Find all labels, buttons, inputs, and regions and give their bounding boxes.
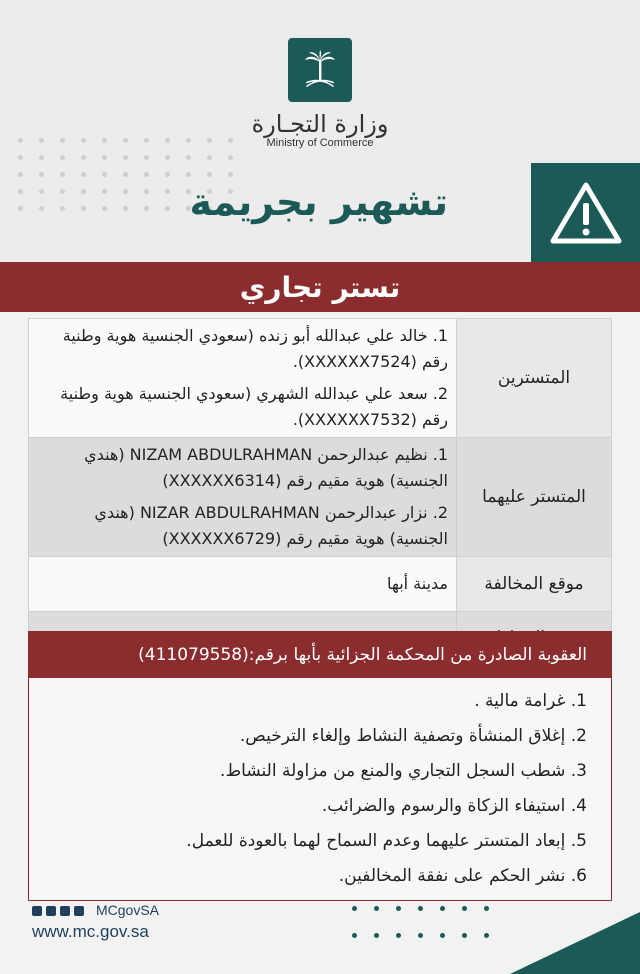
table-row (29, 319, 612, 438)
row-label: المتستر عليهما (457, 438, 612, 557)
crime-type-banner: تستر تجاري (0, 262, 640, 312)
ministry-name-arabic: وزارة التجـارة (251, 110, 389, 138)
social-icons (32, 906, 84, 916)
row-value (29, 319, 457, 438)
table-row (29, 438, 612, 557)
website-link[interactable]: www.mc.gov.sa (32, 922, 149, 941)
penalty-list (29, 678, 611, 894)
instagram-icon[interactable] (60, 906, 70, 916)
list-item: 5. إبعاد المتستر عليهما وعدم السماح لهما بالعودة للعمل. (186, 831, 587, 851)
row-label: المتسترين (457, 319, 612, 438)
page-title: تشهير بجريمة (189, 180, 448, 224)
penalty-box (28, 631, 612, 901)
decorative-corner (510, 912, 640, 974)
list-item: 1. خالد علي عبدالله أبو زنده (سعودي الجنسية هوية وطنية رقم (XXXXXX7524). (62, 326, 448, 371)
penalty-heading: العقوبة الصادرة من المحكمة الجزائية بأبها برقم:(411079558) (29, 632, 611, 678)
row-value (29, 438, 457, 557)
table-row (29, 557, 612, 612)
list-item: 2. إغلاق المنشأة وتصفية النشاط وإلغاء الترخيص. (239, 726, 587, 746)
list-item: 1. غرامة مالية . (474, 691, 587, 711)
list-item: 4. استيفاء الزكاة والرسوم والضرائب. (321, 796, 587, 816)
list-item: 6. نشر الحكم على نفقة المخالفين. (338, 866, 587, 886)
facebook-icon[interactable] (46, 906, 56, 916)
youtube-icon[interactable] (74, 906, 84, 916)
twitter-icon[interactable] (32, 906, 42, 916)
palm-swords-emblem-icon (288, 38, 352, 102)
row-label: موقع المخالفة (457, 557, 612, 612)
social-handle[interactable]: MCgovSA (96, 902, 160, 918)
list-item: 3. شطب السجل التجاري والمنع من مزاولة النشاط. (220, 761, 587, 781)
row-value: مدينة أبها (29, 557, 457, 612)
list-item: 1. نظيم عبدالرحمن NIZAM ABDULRAHMAN (هندي الجنسية) هوية مقيم رقم (XXXXXX6314) (84, 445, 448, 490)
list-item: 2. نزار عبدالرحمن NIZAR ABDULRAHMAN (هندي الجنسية) هوية مقيم رقم (XXXXXX6729) (94, 503, 448, 548)
decorative-dots (352, 906, 489, 938)
warning-triangle-icon (531, 163, 640, 262)
ministry-name-english: Ministry of Commerce (266, 137, 374, 149)
case-details-table (28, 318, 612, 665)
list-item: 2. سعد علي عبدالله الشهري (سعودي الجنسية هوية وطنية رقم (XXXXXX7532). (60, 384, 448, 429)
